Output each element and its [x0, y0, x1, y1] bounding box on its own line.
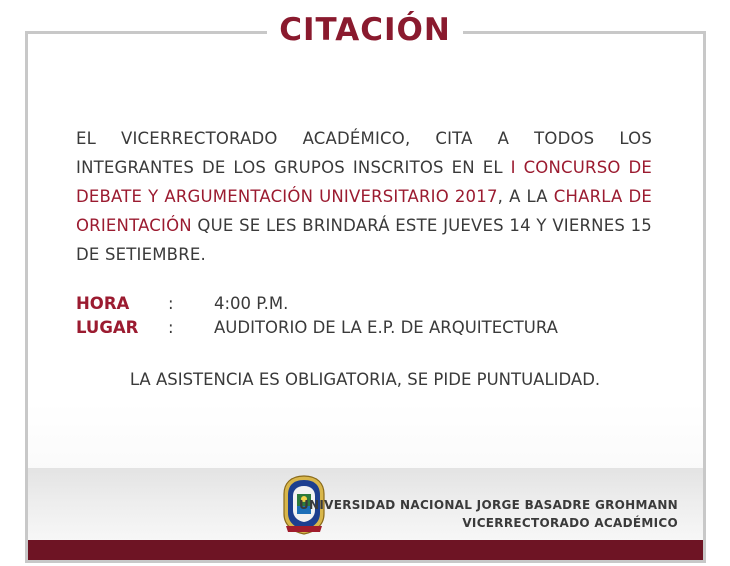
footer-accent-bar	[28, 540, 703, 560]
title-wrap	[0, 8, 730, 52]
university-name: UNIVERSIDAD NACIONAL JORGE BASADRE GROHMANN	[298, 498, 678, 512]
hora-value: 4:00 P.M.	[214, 294, 289, 313]
lugar-label: LUGAR	[76, 318, 139, 337]
hora-row	[76, 292, 558, 316]
paragraph-part-1: EL VICERRECTORADO ACADÉMICO, CITA A TODOS LOS INTEGRANTES DE LOS GRUPOS INSCRITOS EN EL	[76, 129, 652, 177]
paragraph-part-3: QUE SE LES BRINDARÁ ESTE JUEVES 14 Y VIERNES 15 DE SETIEMBRE.	[76, 216, 652, 264]
hora-label: HORA	[76, 294, 130, 313]
footer-organization	[299, 496, 678, 532]
office-name: VICERRECTORADO ACADÉMICO	[462, 516, 678, 530]
paragraph-highlight-talk: CHARLA DE ORIENTACIÓN	[76, 187, 653, 235]
lugar-separator: :	[168, 318, 174, 337]
paragraph-highlight-contest: I CONCURSO DE DEBATE Y ARGUMENTACIÓN UNIVERSITARIO 2017	[76, 158, 652, 206]
citation-paragraph	[76, 124, 652, 269]
lugar-value: AUDITORIO DE LA E.P. DE ARQUITECTURA	[214, 318, 558, 337]
lugar-row	[76, 316, 558, 340]
hora-separator: :	[168, 294, 174, 313]
event-details	[76, 292, 558, 340]
page-title: CITACIÓN	[267, 8, 463, 52]
paragraph-part-2: , A LA	[497, 187, 554, 206]
attendance-notice: LA ASISTENCIA ES OBLIGATORIA, SE PIDE PUNTUALIDAD.	[129, 370, 601, 389]
